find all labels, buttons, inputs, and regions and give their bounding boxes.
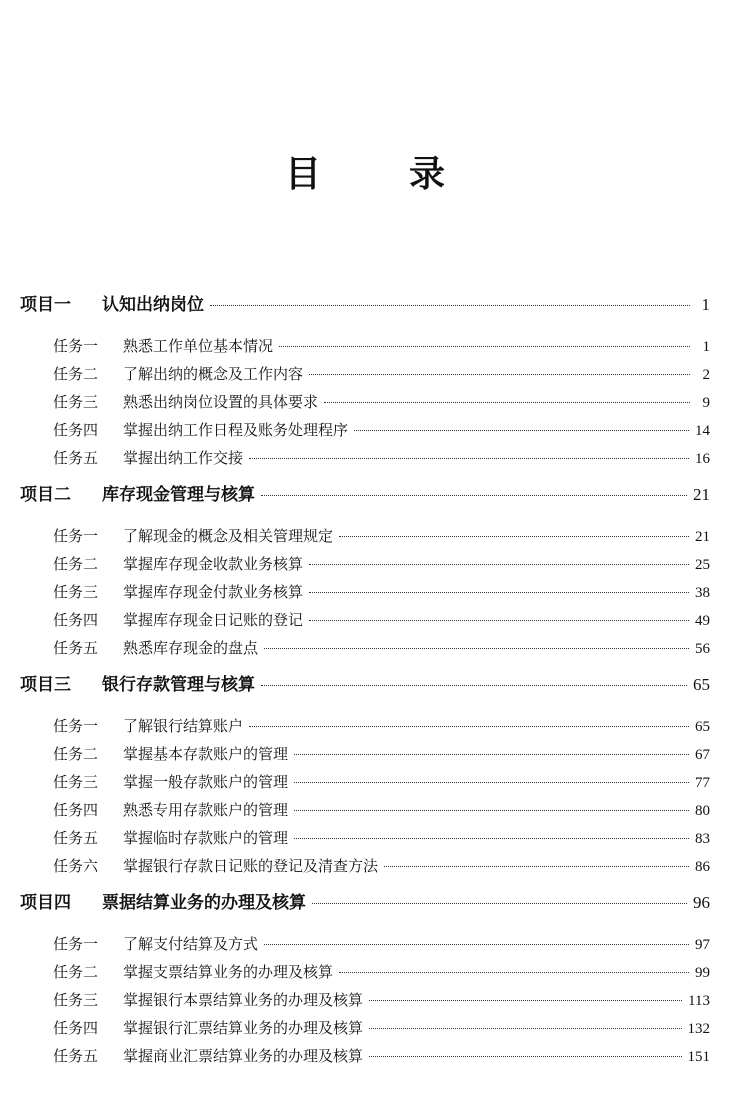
task-label: 任务五: [53, 829, 99, 847]
page-number: 1: [701, 295, 710, 314]
page-number: 38: [695, 585, 710, 601]
dot-leader: [264, 648, 689, 649]
task-title: 掌握临时存款账户的管理: [123, 829, 289, 847]
task-title: 掌握商业汇票结算业务的办理及核算: [123, 1047, 364, 1065]
page-number: 65: [693, 675, 710, 694]
page-number: 96: [693, 893, 710, 912]
task-title: 了解现金的概念及相关管理规定: [123, 527, 334, 545]
dot-leader: [279, 346, 690, 347]
project-title: 认知出纳岗位: [102, 295, 204, 315]
toc-task-entry[interactable]: [0, 930, 730, 958]
toc-task-entry[interactable]: [0, 444, 730, 472]
task-label: 任务一: [53, 935, 99, 953]
page-number: 16: [695, 451, 710, 467]
dot-leader: [324, 402, 690, 403]
task-label: 任务二: [53, 365, 99, 383]
task-title: 掌握银行汇票结算业务的办理及核算: [123, 1019, 364, 1037]
task-label: 任务二: [53, 745, 99, 763]
task-label: 任务三: [53, 991, 99, 1009]
task-title: 掌握一般存款账户的管理: [123, 773, 289, 791]
dot-leader: [309, 374, 690, 375]
task-label: 任务三: [53, 393, 99, 411]
project-title: 银行存款管理与核算: [102, 675, 255, 695]
task-label: 任务一: [53, 527, 99, 545]
task-title: 熟悉专用存款账户的管理: [123, 801, 289, 819]
dot-leader: [264, 944, 689, 945]
task-title: 掌握基本存款账户的管理: [123, 745, 289, 763]
toc-task-entry[interactable]: [0, 550, 730, 578]
table-of-contents: [0, 290, 730, 1070]
page-number: 132: [687, 1021, 710, 1037]
task-title: 熟悉库存现金的盘点: [123, 639, 259, 657]
dot-leader: [309, 620, 689, 621]
page-number: 77: [695, 775, 710, 791]
project-title: 库存现金管理与核算: [102, 485, 255, 505]
page-number: 9: [702, 395, 710, 411]
task-label: 任务四: [53, 421, 99, 439]
dot-leader: [312, 903, 687, 904]
dot-leader: [354, 430, 689, 431]
project-label: 项目四: [20, 893, 71, 913]
page-number: 1: [702, 339, 710, 355]
task-label: 任务二: [53, 555, 99, 573]
toc-task-entry[interactable]: [0, 388, 730, 416]
toc-task-entry[interactable]: [0, 634, 730, 662]
task-title: 熟悉工作单位基本情况: [123, 337, 274, 355]
page-number: 56: [695, 641, 710, 657]
toc-task-entry[interactable]: [0, 852, 730, 880]
toc-task-entry[interactable]: [0, 522, 730, 550]
dot-leader: [369, 1028, 681, 1029]
task-title: 掌握库存现金付款业务核算: [123, 583, 304, 601]
toc-task-entry[interactable]: [0, 416, 730, 444]
page-number: 14: [695, 423, 710, 439]
toc-task-entry[interactable]: [0, 824, 730, 852]
page-number: 21: [695, 529, 710, 545]
task-label: 任务五: [53, 1047, 99, 1065]
toc-task-entry[interactable]: [0, 740, 730, 768]
dot-leader: [369, 1000, 682, 1001]
task-title: 掌握支票结算业务的办理及核算: [123, 963, 334, 981]
task-title: 掌握银行存款日记账的登记及清查方法: [123, 857, 379, 875]
toc-task-entry[interactable]: [0, 986, 730, 1014]
toc-task-entry[interactable]: [0, 712, 730, 740]
task-title: 掌握出纳工作日程及账务处理程序: [123, 421, 349, 439]
page-number: 2: [702, 367, 710, 383]
dot-leader: [294, 810, 689, 811]
dot-leader: [249, 726, 689, 727]
task-label: 任务五: [53, 449, 99, 467]
toc-task-entry[interactable]: [0, 578, 730, 606]
toc-project-entry[interactable]: [0, 290, 730, 320]
dot-leader: [384, 866, 689, 867]
dot-leader: [369, 1056, 681, 1057]
dot-leader: [261, 495, 687, 496]
task-label: 任务五: [53, 639, 99, 657]
task-label: 任务二: [53, 963, 99, 981]
toc-task-entry[interactable]: [0, 768, 730, 796]
title-left-char: 目: [284, 154, 321, 195]
page-number: 49: [695, 613, 710, 629]
task-label: 任务一: [53, 337, 99, 355]
toc-project-entry[interactable]: [0, 888, 730, 918]
toc-project-entry[interactable]: [0, 670, 730, 700]
page-number: 65: [695, 719, 710, 735]
dot-leader: [294, 754, 689, 755]
task-label: 任务三: [53, 773, 99, 791]
project-title: 票据结算业务的办理及核算: [102, 893, 306, 913]
toc-task-entry[interactable]: [0, 606, 730, 634]
task-label: 任务六: [53, 857, 99, 875]
toc-task-entry[interactable]: [0, 958, 730, 986]
dot-leader: [249, 458, 689, 459]
task-label: 任务四: [53, 801, 99, 819]
dot-leader: [309, 592, 689, 593]
dot-leader: [210, 305, 690, 306]
task-title: 了解出纳的概念及工作内容: [123, 365, 304, 383]
task-title: 掌握出纳工作交接: [123, 449, 244, 467]
page-number: 113: [688, 993, 710, 1009]
dot-leader: [261, 685, 687, 686]
task-title: 了解银行结算账户: [123, 717, 244, 735]
page-number: 21: [693, 485, 710, 504]
toc-project-entry[interactable]: [0, 480, 730, 510]
project-label: 项目三: [20, 675, 71, 695]
task-title: 掌握库存现金日记账的登记: [123, 611, 304, 629]
toc-task-entry[interactable]: [0, 796, 730, 824]
page-number: 99: [695, 965, 710, 981]
page-number: 80: [695, 803, 710, 819]
page-number: 86: [695, 859, 710, 875]
dot-leader: [294, 782, 689, 783]
page-number: 151: [687, 1049, 710, 1065]
page-title: [0, 146, 730, 197]
dot-leader: [294, 838, 689, 839]
page-number: 83: [695, 831, 710, 847]
toc-task-entry[interactable]: [0, 332, 730, 360]
task-label: 任务一: [53, 717, 99, 735]
toc-task-entry[interactable]: [0, 360, 730, 388]
toc-task-entry[interactable]: [0, 1014, 730, 1042]
title-right-char: 录: [409, 154, 446, 195]
task-label: 任务四: [53, 611, 99, 629]
dot-leader: [339, 536, 689, 537]
page-number: 67: [695, 747, 710, 763]
task-label: 任务四: [53, 1019, 99, 1037]
task-title: 了解支付结算及方式: [123, 935, 259, 953]
task-title: 熟悉出纳岗位设置的具体要求: [123, 393, 319, 411]
task-title: 掌握银行本票结算业务的办理及核算: [123, 991, 364, 1009]
task-title: 掌握库存现金收款业务核算: [123, 555, 304, 573]
dot-leader: [339, 972, 689, 973]
task-label: 任务三: [53, 583, 99, 601]
page-number: 25: [695, 557, 710, 573]
project-label: 项目一: [20, 295, 71, 315]
dot-leader: [309, 564, 689, 565]
page-number: 97: [695, 937, 710, 953]
project-label: 项目二: [20, 485, 71, 505]
toc-task-entry[interactable]: [0, 1042, 730, 1070]
